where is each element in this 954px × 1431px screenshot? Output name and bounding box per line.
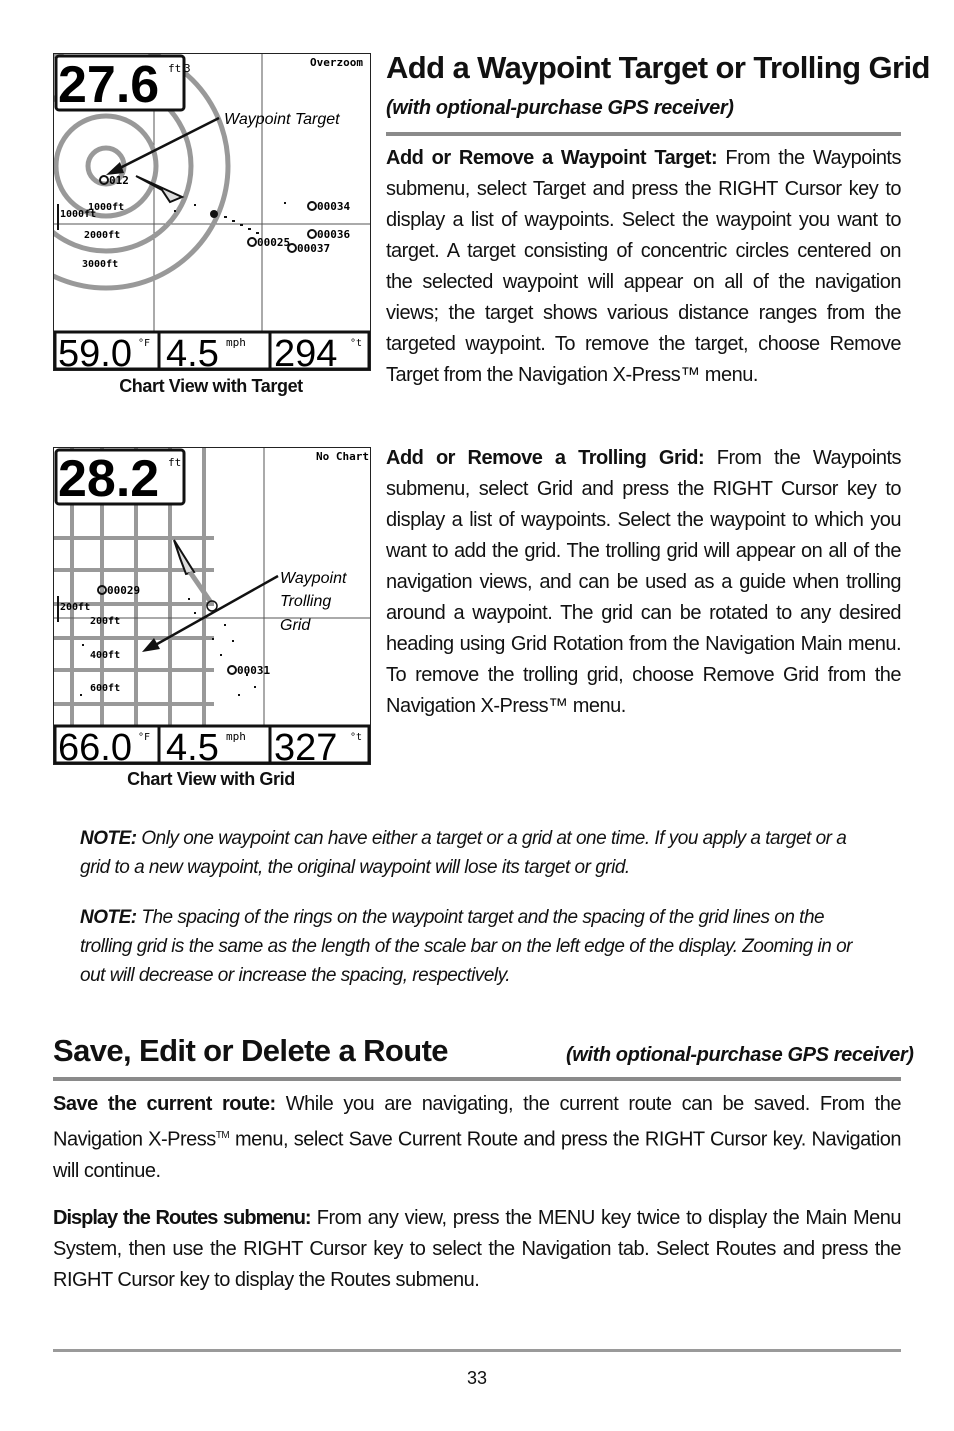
- waypoint-label: 00034: [317, 200, 351, 213]
- depth-readout: 28.2: [58, 450, 160, 508]
- speed-readout: 4.5: [166, 333, 219, 370]
- paragraph-routes-submenu: [53, 1203, 901, 1296]
- waypoint-label: 00029: [107, 584, 141, 597]
- paragraph-text: From the Waypoints submenu, select Target and press the RIGHT Cursor key to display a list of waypoints. Select the waypoint you want to target. A target consisting of concentric circles centered on the selected waypoint will appear on all of the navigation views; the target shows various distance ranges from the targeted waypoint. To remove the target, choose Remove Target from the Navigation X-Press™ menu.: [386, 147, 901, 386]
- heading-rule: [53, 1077, 901, 1081]
- chart-view-grid-svg: [54, 448, 370, 764]
- section-title: Save, Edit or Delete a Route: [53, 1033, 448, 1068]
- page-number: 33: [466, 1368, 488, 1388]
- temperature-readout: 66.0: [58, 727, 132, 764]
- scale-label: 400ft: [90, 650, 121, 661]
- note-text: The spacing of the rings on the waypoint target and the spacing of the grid lines on the trolling grid is the same as the length of the scale bar on the left edge of the display. Zooming in or out will decrease or increase the spacing, respectively.: [80, 907, 852, 986]
- heading-readout: 294: [274, 333, 338, 370]
- speed-unit: mph: [226, 730, 246, 743]
- paragraph-text: From the Waypoints submenu, select Grid and press the RIGHT Cursor key to display a list of waypoints. Select the waypoint to which you want to add the grid. The trolling grid will appear on all of the navigation views, and can be used as a guide when trolling around a waypoint. The grid can be rotated to any desired heading using Grid Rotation from the Navigation Main menu. To remove the trolling grid, choose Remove Grid from the Navigation X-Press™ menu.: [386, 447, 901, 717]
- scale-label: 1000ft: [60, 209, 97, 220]
- figure-caption: Chart View with Target: [119, 376, 303, 396]
- section-subtitle: (with optional-purchase GPS receiver): [386, 97, 734, 119]
- scale-label: 200ft: [90, 616, 121, 627]
- depth-readout: 27.6: [58, 56, 160, 114]
- grid-callout-line: Trolling: [280, 593, 332, 610]
- paragraph-lead: Save the current route:: [53, 1093, 276, 1115]
- depth-unit: ft: [168, 456, 182, 469]
- note-lead: NOTE:: [80, 828, 137, 849]
- paragraph-save-route: [53, 1089, 901, 1187]
- footer-rule: [53, 1349, 901, 1352]
- speed-unit: mph: [226, 336, 246, 349]
- heading-readout: 327: [274, 727, 338, 764]
- heading-rule: [386, 132, 901, 136]
- paragraph-waypoint-target: [386, 143, 901, 391]
- depth-sup: 3: [184, 62, 191, 75]
- grid-callout-line: Waypoint: [280, 570, 347, 587]
- temperature-readout: 59.0: [58, 333, 132, 370]
- mode-label: Overzoom: [310, 56, 363, 69]
- note-one: [80, 824, 880, 882]
- section-subtitle: (with optional-purchase GPS receiver): [566, 1044, 914, 1066]
- paragraph-lead: Add or Remove a Waypoint Target:: [386, 147, 718, 169]
- waypoint-label: 00025: [257, 236, 291, 249]
- paragraph-text: menu, select Save Current Route and press the RIGHT Cursor key. Navigation will continue.: [53, 1128, 902, 1182]
- note-text: Only one waypoint can have either a target or a grid at one time. If you apply a target or a grid to a new waypoint, the original waypoint will lose its target or grid.: [80, 828, 847, 878]
- chart-view-target-figure: [53, 53, 371, 371]
- chart-view-grid-figure: [53, 447, 371, 765]
- paragraph-trolling-grid: [386, 443, 901, 722]
- trademark-sup: TM: [215, 1130, 230, 1141]
- waypoint-target-callout: Waypoint Target: [224, 111, 340, 128]
- waypoint-label: 00036: [317, 228, 351, 241]
- paragraph-lead: Add or Remove a Trolling Grid:: [386, 447, 705, 469]
- paragraph-lead: Display the Routes submenu:: [53, 1207, 311, 1229]
- section-title: Add a Waypoint Target or Trolling Grid: [386, 50, 930, 85]
- scale-label: 1000ft: [88, 202, 125, 213]
- scale-label: 600ft: [90, 683, 121, 694]
- paragraph-text: From any view, press the MENU key twice to display the Main Menu System, then use the RIGHT Cursor key to select the Navigation tab. Select Routes and press the RIGHT Cursor key to display the Routes submenu.: [53, 1207, 901, 1291]
- paragraph-text: While you are navigating, the current route can be saved. From the Navigation X-Press: [53, 1093, 901, 1151]
- scale-label: 2000ft: [84, 230, 121, 241]
- chart-view-target-svg: [54, 54, 370, 370]
- mode-label: No Chart: [316, 450, 369, 463]
- temperature-unit: °F: [138, 732, 151, 743]
- temperature-unit: °F: [138, 338, 151, 349]
- note-lead: NOTE:: [80, 907, 137, 928]
- waypoint-label: 00037: [297, 242, 331, 255]
- waypoint-label: 012: [109, 174, 129, 187]
- waypoint-label: 00031: [237, 664, 271, 677]
- heading-unit: °t: [350, 338, 363, 349]
- speed-readout: 4.5: [166, 727, 219, 764]
- scale-label: 200ft: [60, 602, 91, 613]
- grid-callout-line: Grid: [280, 617, 311, 634]
- depth-unit: ft: [168, 62, 182, 75]
- figure-caption: Chart View with Grid: [127, 769, 295, 789]
- heading-unit: °t: [350, 732, 363, 743]
- scale-label: 3000ft: [82, 259, 119, 270]
- note-two: [80, 903, 880, 990]
